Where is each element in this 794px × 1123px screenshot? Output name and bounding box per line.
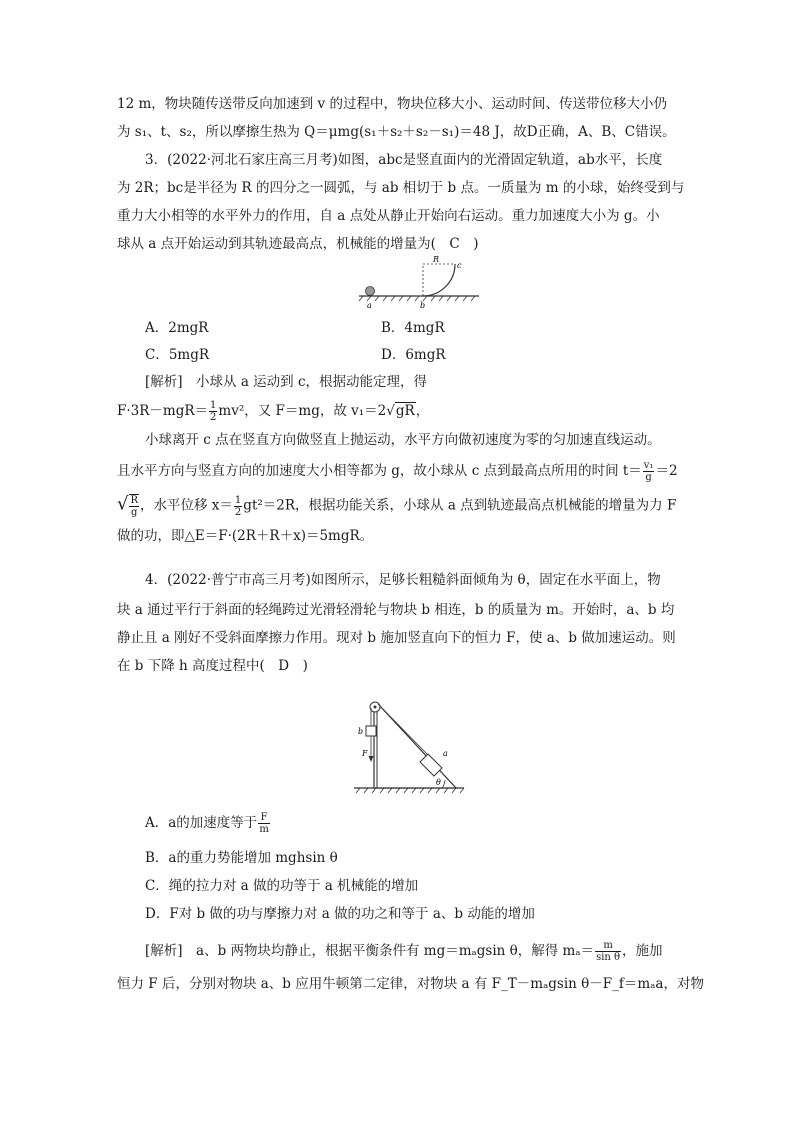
q3-track-figure [355,256,485,310]
q4-option-b: B．a的重力势能增加 mghsin θ [145,850,338,866]
incline [374,706,456,788]
line4-frac-num: v₁ [643,460,654,471]
eq1-frac-den: 2 [210,412,217,423]
label-theta: θ [436,778,441,787]
eq1-sqrt: gR [395,403,415,419]
eq1-right: mv²，又 F＝mg，故 v₁＝2 [218,403,387,419]
label-c: c [457,261,462,270]
q4-analysis-pre: [解析] a、b 两物块均静止，根据平衡条件有 mg＝mₐgsin θ，解得 mₐ＝ [145,943,595,959]
q4-option-a-num: F [258,812,269,824]
q4-stem-line-3: 静止且 a 刚好不受斜面摩擦力作用。现对 b 施加竖直向下的恒力 F，使 a、b 做加速运动。则 [117,630,676,646]
ground-hatching [359,296,479,301]
q4-option-a [145,812,271,835]
q3-analysis-eq-1: F·3R－mgR＝ $\frac{1}{2}$ mv²，又 F＝mg，故 v₁＝2√gR， [117,400,430,423]
label-R: R [433,256,440,264]
q4-analysis-post: ，施加 [622,943,663,959]
intro-line-1: 12 m，物块随传送带反向加速到 v 的过程中，物块位移大小、运动时间、传送带位移大小仍 [117,96,667,112]
q4-stem-line-4: 在 b 下降 h 高度过程中( D ) [117,658,308,674]
line5-sqrt-den: g [131,507,138,518]
block-b [366,726,376,736]
q3-stem-line-4: 球从 a 点开始运动到其轨迹最高点，机械能的增量为( C ) [117,236,479,252]
line4-fraction [643,460,655,483]
eq1-frac-num: 1 [210,400,217,411]
q4-incline-figure [350,694,470,800]
q3-option-b: B．4mgR [381,320,445,336]
line5-frac-num: 1 [234,494,242,506]
q3-analysis-line-6: 做的功，即△E＝F·(2R＋R＋x)＝5mgR。 [117,528,374,544]
label-F: F [362,749,368,758]
line4-frac-den: g [645,472,652,483]
q4-analysis-den: sin θ [596,952,621,963]
q3-option-a: A．2mgR [145,320,209,336]
label-b: b [358,727,364,736]
eq1-end: ， [415,403,430,419]
q4-option-a-text: A．a的加速度等于 [145,815,258,831]
eq1-fraction [209,400,217,423]
eq1-left: F·3R－mgR＝ [117,403,209,419]
line4-post: ＝2 [655,463,678,479]
q3-analysis-line-3: 小球离开 c 点在竖直方向做竖直上抛运动，水平方向做初速度为零的匀加速直线运动。 [145,432,661,448]
q3-stem-line-2: 为 2R；bc是半径为 R 的四分之一圆弧，与 ab 相切于 b 点。一质量为 m 的小球，始终受到与 [117,180,685,196]
q3-option-d: D．6mgR [381,347,446,363]
q4-stem-line-2: 块 a 通过平行于斜面的轻绳跨过光滑轻滑轮与物块 b 相连，b 的质量为 m。开始时，a、b 均 [117,602,675,618]
label-a: a [367,301,372,310]
ball [366,287,375,296]
q3-stem-line-3: 重力大小相等的水平外力的作用，自 a 点处从静止开始向右运动。重力加速度大小为 g。小 [117,208,660,224]
q4-analysis-fraction [595,940,621,963]
q4-analysis-line-1 [145,940,663,963]
q3-option-c: C．5mgR [145,347,210,363]
line5-mid: ，水平位移 x＝ [140,497,233,514]
q3-analysis-line-5: √ $\frac{R}{g}$ ，水平位移 x＝ $\frac{1}{2}$ gt²＝2R，根据功能关系，小球从 a 点到轨迹最高点机械能的增量为力 F [117,493,677,518]
line5-frac-den: 2 [234,506,242,518]
q4-stem-line-1: 4．(2022·普宁市高三月考)如图所示，足够长粗糙斜面倾角为 θ，固定在水平面上，物 [145,572,661,588]
line5-sqrt-fraction [129,494,139,518]
q3-analysis-line-1: [解析] 小球从 a 运动到 c，根据动能定理，得 [145,374,428,390]
intro-line-2: 为 s₁、t、s₂，所以摩擦生热为 Q＝μmg(s₁＋s₂＋s₂－s₁)＝48 J，故D正确，A、B、C错误。 [117,124,676,140]
line4-pre: 且水平方向与竖直方向的加速度大小相等都为 g，故小球从 c 点到最高点所用的时间 t＝ [117,463,642,479]
q4-analysis-line-2: 恒力 F 后，分别对物块 a、b 应用牛顿第二定律，对物块 a 有 F_T－mₐgsin θ－F_f＝mₐa，对物 [117,976,704,992]
q4-option-c: C．绳的拉力对 a 做的功等于 a 机械能的增加 [145,878,419,894]
label-b: b [420,301,426,310]
q4-option-d: D．F对 b 做的功与摩擦力对 a 做的功之和等于 a、b 动能的增加 [145,906,535,922]
q3-stem-line-1: 3．(2022·河北石家庄高三月考)如图，abc是竖直面内的光滑固定轨道，ab水平，长度 [145,152,663,168]
pulley-axle [374,706,377,709]
q4-option-a-den: m [259,824,269,835]
force-arrowhead [369,756,374,762]
q3-analysis-line-4 [117,460,678,483]
quarter-arc [423,264,455,296]
line5-post: gt²＝2R，根据功能关系，小球从 a 点到轨迹最高点机械能的增量为力 F [243,497,677,514]
label-a: a [443,749,448,758]
q4-analysis-num: m [595,940,621,952]
line5-fraction [234,495,242,518]
q4-option-a-fraction [258,812,269,835]
ground-hatching [354,788,464,793]
line5-sqrt-num: R [130,495,139,506]
